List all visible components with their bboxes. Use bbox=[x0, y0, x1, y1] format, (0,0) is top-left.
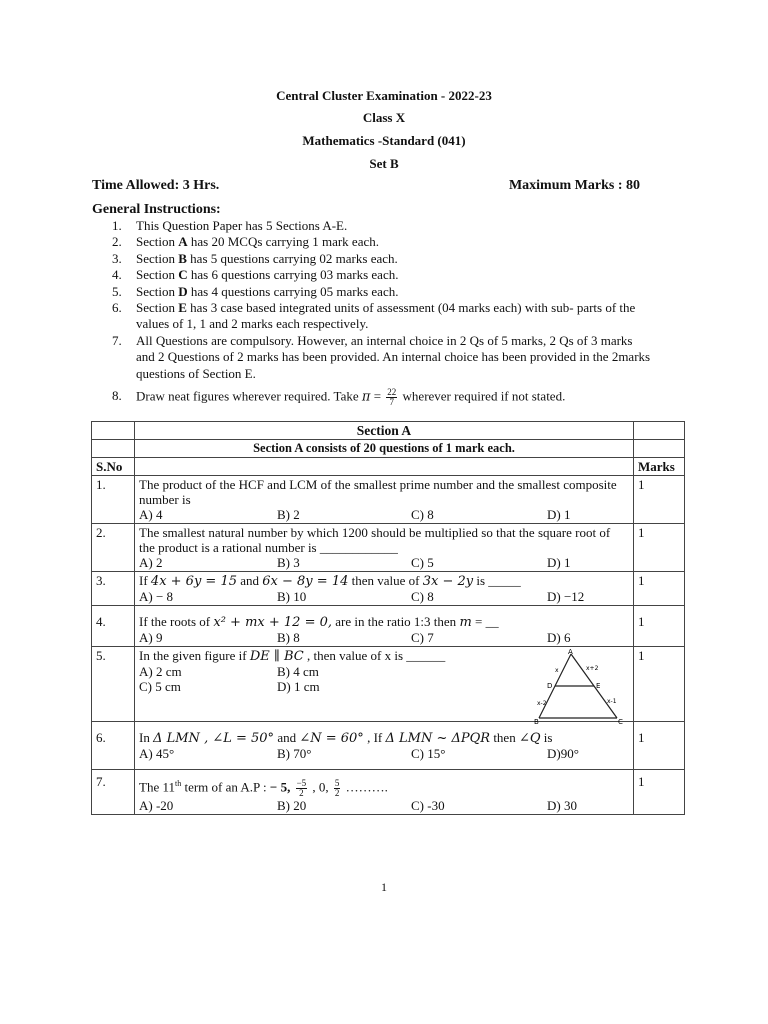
option-b: B) 70° bbox=[277, 746, 312, 761]
option-a: A) − 8 bbox=[139, 589, 174, 604]
instruction-text: has 6 questions carrying 03 marks each. bbox=[187, 267, 399, 283]
option-d: D)90° bbox=[547, 746, 579, 761]
instruction-text: has 5 questions carrying 02 marks each. bbox=[186, 250, 398, 266]
option-b: B) 3 bbox=[277, 555, 300, 570]
option-d: D) 6 bbox=[547, 630, 571, 645]
option-c: C) 8 bbox=[411, 589, 434, 604]
fraction-denominator: 2 bbox=[299, 787, 304, 798]
math-expression: DE ∥ BC bbox=[249, 649, 304, 664]
label-d: D bbox=[547, 682, 553, 690]
subject-label: Mathematics -Standard (041) bbox=[302, 133, 466, 148]
text-part: If bbox=[139, 573, 151, 588]
label-c: C bbox=[618, 718, 623, 724]
option-a: A) 2 bbox=[139, 555, 163, 570]
question-marks: 1 bbox=[634, 647, 685, 722]
instruction-text: Section bbox=[136, 300, 179, 316]
option-d: D) 30 bbox=[547, 797, 577, 813]
options bbox=[139, 507, 629, 522]
question-body bbox=[135, 524, 634, 572]
instruction-text: wherever required if not stated. bbox=[399, 388, 566, 404]
question-row bbox=[92, 524, 685, 572]
option-b: B) 4 cm bbox=[277, 664, 319, 679]
instruction-item bbox=[112, 234, 652, 250]
section-title: Section A bbox=[135, 422, 634, 440]
text-part: In bbox=[139, 730, 154, 745]
question-text: The smallest natural number by which 1200 should be multiplied so that the square root of the product is a rational number is ____________ bbox=[139, 525, 611, 555]
text-part: = __ bbox=[471, 614, 499, 629]
instruction-item bbox=[112, 300, 652, 333]
instruction-number: 2. bbox=[112, 234, 122, 250]
question-text bbox=[139, 730, 629, 746]
question-marks: 1 bbox=[634, 606, 685, 647]
text-part: The 11 bbox=[139, 779, 175, 795]
instruction-number: 1. bbox=[112, 218, 122, 233]
instruction-text: Section bbox=[136, 234, 179, 250]
instruction-number: 7. bbox=[112, 332, 122, 348]
option-a: A) 45° bbox=[139, 746, 175, 761]
instruction-text: Draw neat figures wherever required. Take bbox=[136, 388, 362, 404]
question-text bbox=[139, 573, 629, 589]
question-body bbox=[135, 572, 634, 606]
text-part: ………. bbox=[342, 779, 388, 795]
term-fraction bbox=[296, 779, 308, 798]
fraction-numerator: 5 bbox=[334, 777, 340, 788]
question-number: 5. bbox=[92, 647, 135, 722]
option-a: A) 4 bbox=[139, 507, 163, 522]
question-number: 4. bbox=[92, 606, 135, 647]
question-number: 7. bbox=[92, 770, 135, 815]
question-number: 6. bbox=[92, 722, 135, 770]
exam-title: Central Cluster Examination - 2022-23 bbox=[276, 88, 492, 103]
question-row bbox=[92, 476, 685, 524]
math-expression: Δ LMN ~ ΔPQR bbox=[385, 731, 491, 746]
option-c: C) 5 cm bbox=[139, 679, 181, 694]
question-content bbox=[139, 648, 629, 724]
question-row bbox=[92, 770, 685, 815]
instruction-text: has 20 MCQs carrying 1 mark each. bbox=[187, 234, 379, 250]
pi-fraction bbox=[386, 388, 397, 407]
option-b: B) 10 bbox=[277, 589, 307, 604]
term-fraction bbox=[334, 779, 341, 798]
question-row bbox=[92, 572, 685, 606]
section-letter: B bbox=[178, 250, 187, 266]
section-letter: D bbox=[178, 283, 188, 299]
empty-cell bbox=[634, 422, 685, 440]
section-letter: E bbox=[178, 300, 187, 316]
math-expression: m bbox=[459, 615, 472, 630]
text-part: is _____ bbox=[473, 573, 521, 588]
instruction-number: 4. bbox=[112, 267, 122, 283]
question-marks: 1 bbox=[634, 770, 685, 815]
question-number: 3. bbox=[92, 572, 135, 606]
label-b: B bbox=[534, 718, 539, 724]
instruction-text: This Question Paper has 5 Sections A-E. bbox=[136, 218, 348, 233]
option-d: D) 1 bbox=[547, 507, 571, 522]
math-expression: 6x − 8y = 14 bbox=[262, 574, 349, 589]
section-letter: C bbox=[178, 267, 188, 283]
text-part: is bbox=[540, 730, 553, 745]
set-label: Set B bbox=[369, 156, 399, 171]
math-expression: x² + mx + 12 = 0, bbox=[213, 615, 332, 630]
text-part: then bbox=[490, 730, 519, 745]
instruction-item bbox=[112, 267, 652, 283]
fraction-denominator: 2 bbox=[334, 787, 340, 798]
math-expression: ∠Q bbox=[518, 731, 541, 746]
empty-cell bbox=[92, 422, 135, 440]
column-header-row bbox=[92, 458, 685, 476]
label-ae: x+2 bbox=[586, 665, 599, 672]
option-c: C) -30 bbox=[411, 797, 445, 813]
option-b: B) 20 bbox=[277, 797, 307, 813]
math-expression: − 5, bbox=[269, 779, 291, 795]
triangle-figure bbox=[519, 648, 629, 724]
text-part: and bbox=[274, 730, 300, 745]
question-marks: 1 bbox=[634, 524, 685, 572]
option-c: C) 7 bbox=[411, 630, 434, 645]
instruction-item bbox=[112, 218, 652, 234]
option-b: B) 8 bbox=[277, 630, 300, 645]
question-text bbox=[139, 776, 629, 798]
option-c: C) 5 bbox=[411, 555, 434, 570]
question-text: The product of the HCF and LCM of the smallest prime number and the smallest composite number is bbox=[139, 477, 617, 507]
question-number: 1. bbox=[92, 476, 135, 524]
text-part: , 0, bbox=[309, 779, 332, 795]
question-number: 2. bbox=[92, 524, 135, 572]
label-e: E bbox=[596, 682, 601, 690]
col-header-marks: Marks bbox=[634, 458, 685, 476]
instruction-text: All Questions are compulsory. However, an internal choice in 2 Qs of 5 marks, 2 Qs of 3 marks and 2 Questions of 2 marks has been provided. An internal choice has been provided in the 2marks questions of Section E. bbox=[136, 332, 651, 381]
label-ad: x bbox=[555, 667, 559, 674]
text-part: , If bbox=[363, 730, 386, 745]
instruction-text: Section bbox=[136, 250, 179, 266]
instruction-text: has 4 questions carrying 05 marks each. bbox=[187, 283, 399, 299]
ordinal-suffix: th bbox=[174, 779, 182, 788]
text-part: are in the ratio 1:3 then bbox=[332, 614, 460, 629]
options bbox=[139, 555, 629, 570]
instructions-title: General Instructions: bbox=[92, 202, 221, 217]
section-letter: A bbox=[178, 234, 188, 250]
question-marks: 1 bbox=[634, 476, 685, 524]
instruction-text: has 3 case based integrated units of assessment (04 marks each) with sub- parts of the values of 1, 1 and 2 marks each respectively. bbox=[136, 300, 636, 332]
instruction-number: 5. bbox=[112, 283, 122, 299]
instruction-item bbox=[112, 251, 652, 267]
question-row bbox=[92, 722, 685, 770]
question-text bbox=[139, 614, 629, 630]
maximum-marks: Maximum Marks : 80 bbox=[508, 178, 640, 193]
instruction-number: 8. bbox=[112, 388, 122, 404]
question-body bbox=[135, 722, 634, 770]
option-b: B) 2 bbox=[277, 507, 300, 522]
instruction-number: 3. bbox=[112, 250, 122, 266]
question-marks: 1 bbox=[634, 722, 685, 770]
question-marks: 1 bbox=[634, 572, 685, 606]
equals-sign: = bbox=[370, 388, 385, 404]
question-body bbox=[135, 606, 634, 647]
option-d: D) 1 cm bbox=[277, 679, 320, 694]
text-part: then value of bbox=[348, 573, 423, 588]
option-c: C) 15° bbox=[411, 746, 446, 761]
instruction-text: Section bbox=[136, 267, 179, 283]
question-body bbox=[135, 770, 634, 815]
instruction-item bbox=[112, 284, 652, 300]
text-part: If the roots of bbox=[139, 614, 214, 629]
option-a: A) -20 bbox=[139, 797, 174, 813]
page-number: 1 bbox=[381, 880, 387, 894]
label-ec: x-1 bbox=[607, 698, 617, 705]
time-allowed: Time Allowed: 3 Hrs. bbox=[92, 178, 220, 193]
options bbox=[139, 630, 629, 645]
empty-cell bbox=[634, 440, 685, 458]
exam-meta bbox=[92, 178, 640, 194]
class-label: Class X bbox=[362, 110, 406, 125]
option-a: A) 2 cm bbox=[139, 664, 182, 679]
fraction-denominator: 7 bbox=[389, 397, 395, 408]
col-header-sno: S.No bbox=[92, 458, 135, 476]
options bbox=[139, 746, 629, 761]
instruction-item bbox=[112, 388, 652, 407]
math-expression: 3x − 2y bbox=[422, 574, 474, 589]
instruction-number: 6. bbox=[112, 300, 122, 316]
option-a: A) 9 bbox=[139, 630, 163, 645]
option-d: D) −12 bbox=[547, 589, 585, 604]
options bbox=[139, 798, 629, 813]
empty-cell bbox=[135, 458, 634, 476]
fraction-numerator: 22 bbox=[387, 387, 397, 398]
label-db: x-2 bbox=[537, 700, 547, 707]
text-part: and bbox=[237, 573, 263, 588]
pi-symbol: π bbox=[361, 389, 371, 405]
section-title-row bbox=[92, 422, 685, 440]
options bbox=[139, 589, 629, 604]
section-subtitle-row bbox=[92, 440, 685, 458]
math-expression: ∠N = 60° bbox=[299, 731, 364, 746]
instructions-list bbox=[112, 218, 652, 407]
text-part: , then value of x is ______ bbox=[303, 648, 446, 663]
questions-table bbox=[91, 421, 685, 815]
question-row bbox=[92, 606, 685, 647]
text-part: In the given figure if bbox=[139, 648, 250, 663]
option-c: C) 8 bbox=[411, 507, 434, 522]
instruction-item bbox=[112, 333, 652, 382]
option-d: D) 1 bbox=[547, 555, 571, 570]
text-part: term of an A.P : bbox=[181, 779, 270, 795]
section-subtitle: Section A consists of 20 questions of 1 mark each. bbox=[135, 440, 634, 458]
empty-cell bbox=[92, 440, 135, 458]
math-expression: 4x + 6y = 15 bbox=[150, 574, 237, 589]
fraction-numerator: −5 bbox=[296, 777, 307, 788]
instruction-text: Section bbox=[136, 283, 179, 299]
question-row bbox=[92, 647, 685, 722]
label-a: A bbox=[568, 648, 573, 656]
math-expression: Δ LMN , ∠L = 50° bbox=[153, 731, 275, 746]
question-body bbox=[135, 647, 634, 722]
question-body bbox=[135, 476, 634, 524]
